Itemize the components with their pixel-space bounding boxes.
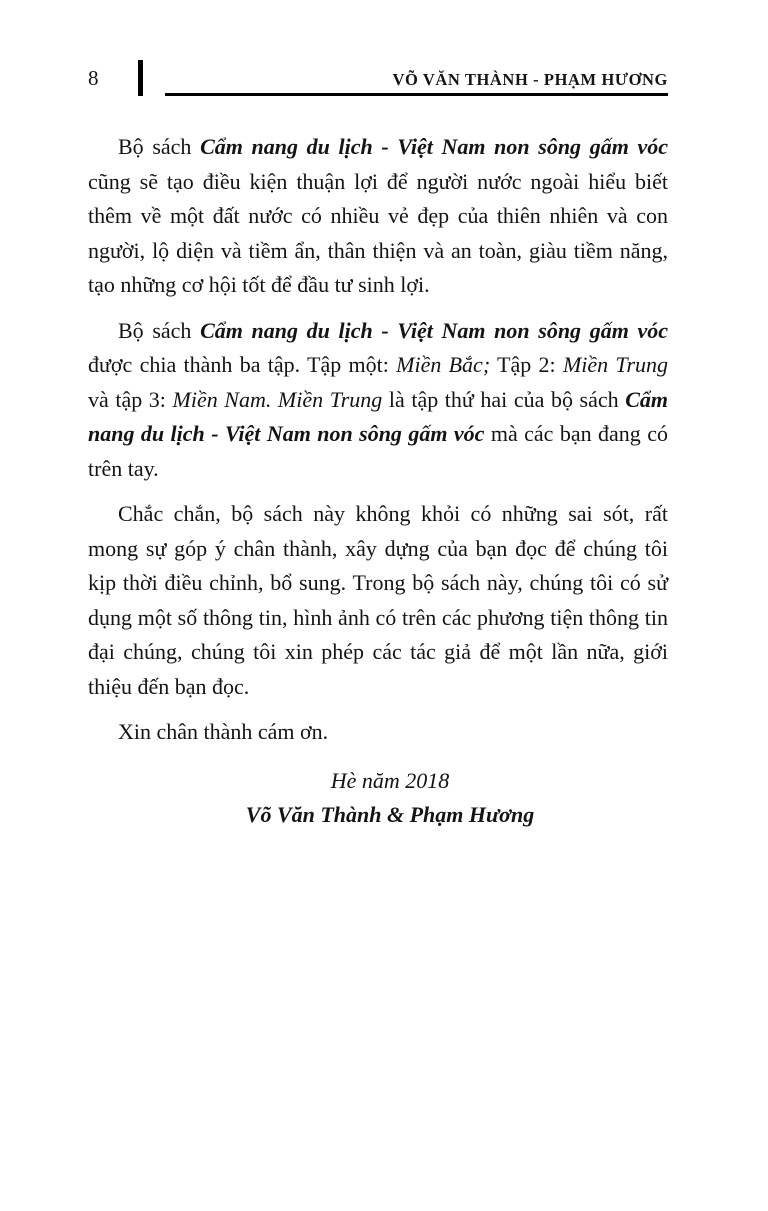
page-header — [0, 0, 768, 98]
paragraph — [88, 497, 668, 704]
text-segment: Miền Bắc; — [396, 352, 491, 377]
signature-block — [190, 764, 590, 833]
paragraph — [88, 314, 668, 487]
text-segment: Chắc chắn, bộ sách này không khỏi có những sai sót, rất mong sự góp ý chân thành, xây dựng của bạn đọc để chúng tôi kịp thời điều chỉnh, bổ sung. Trong bộ sách này, chúng tôi có sử dụng một số thông tin, hình ảnh có trên các phương tiện thông tin đại chúng, chúng tôi xin phép các tác giả để một lần nữa, giới thiệu đến bạn đọc. — [88, 501, 668, 699]
text-segment: Bộ sách — [118, 134, 201, 159]
signature-date: Hè năm 2018 — [330, 767, 450, 793]
text-segment: và tập 3: — [88, 386, 173, 412]
header-rule — [165, 93, 668, 96]
paragraph — [88, 715, 668, 750]
running-title: VÕ VĂN THÀNH - PHẠM HƯƠNG — [392, 70, 668, 89]
text-segment: được chia thành ba tập. Tập một: — [88, 352, 397, 377]
text-segment: là tập thứ hai của bộ sách — [382, 386, 626, 412]
text-segment: cũng sẽ tạo điều kiện thuận lợi để người nước ngoài hiểu biết thêm về một đất nước có nhiều vẻ đẹp của thiên nhiên và con người, lộ diện và tiềm ẩn, thân thiện và an toàn, giàu tiềm năng, tạo những cơ hội tốt để đầu tư sinh lợi. — [88, 168, 668, 297]
text-segment: Miền Nam. Miền Trung — [172, 386, 383, 412]
paragraph — [88, 130, 668, 303]
header-separator-bar — [138, 60, 143, 96]
text-segment: Bộ sách — [118, 317, 201, 343]
text-segment: Cẩm nang du lịch - Việt Nam non sông gấm vóc — [200, 317, 669, 343]
text-segment: mà các bạn đang có trên tay. — [88, 421, 668, 481]
page-number: 8 — [88, 66, 99, 90]
text-segment: Tập 2: — [490, 352, 563, 377]
text-segment: Miền Trung — [562, 352, 669, 377]
text-segment: Cẩm nang du lịch - Việt Nam non sông gấm vóc — [88, 386, 668, 446]
body-text — [88, 130, 668, 833]
text-segment: Xin chân thành cám ơn. — [118, 719, 329, 744]
text-segment: Cẩm nang du lịch - Việt Nam non sông gấm vóc — [200, 134, 669, 159]
signature-authors: Võ Văn Thành & Phạm Hương — [245, 802, 535, 827]
